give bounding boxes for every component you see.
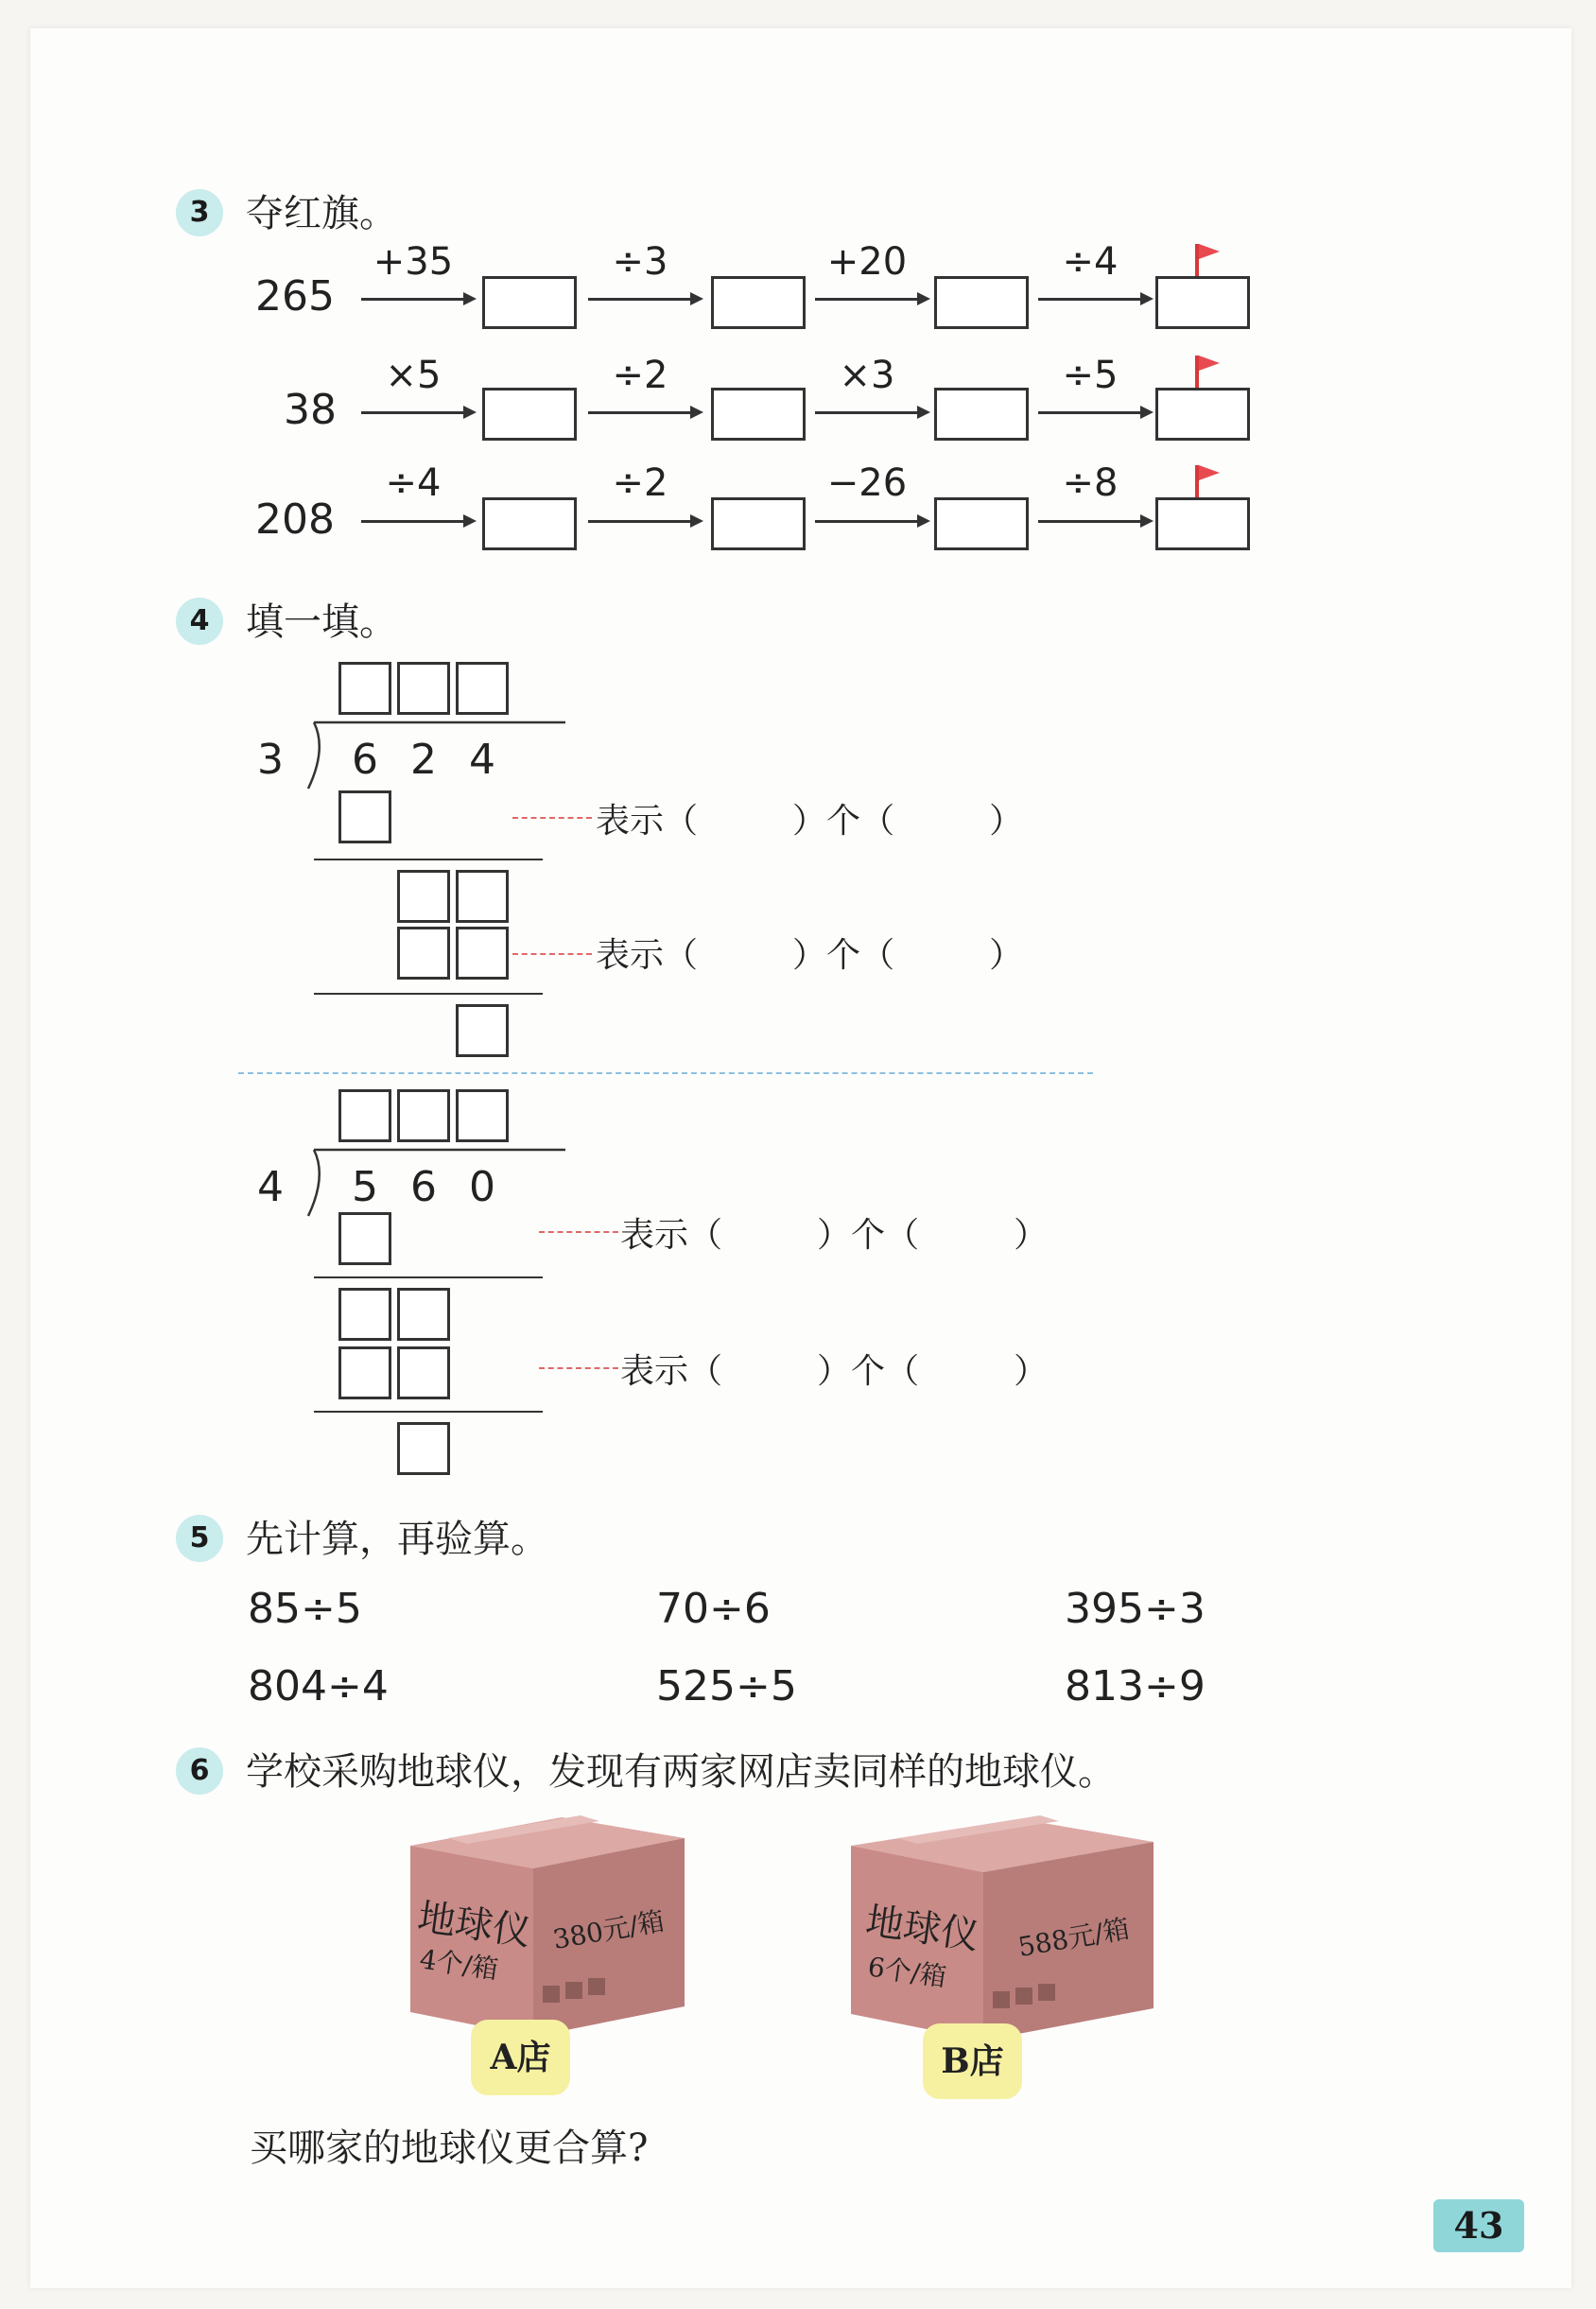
calculation-item: 85÷5 bbox=[248, 1585, 362, 1633]
dividend-digit: 4 bbox=[469, 736, 495, 784]
question-4-badge: 4 bbox=[176, 598, 223, 645]
place-value-note: 表示（ ）个（ ） bbox=[596, 936, 1024, 975]
page-number: 43 bbox=[1433, 2199, 1524, 2252]
question-5-title: 先计算，再验算。 bbox=[246, 1518, 548, 1561]
step-box[interactable] bbox=[397, 1346, 450, 1399]
step-box[interactable] bbox=[456, 870, 509, 923]
answer-box[interactable] bbox=[711, 497, 806, 550]
step-box[interactable] bbox=[397, 870, 450, 923]
question-3-badge: 3 bbox=[176, 189, 223, 236]
arrow-icon bbox=[1038, 411, 1148, 414]
red-flag-icon bbox=[1195, 465, 1199, 497]
chain-operation: ×5 bbox=[385, 354, 442, 397]
question-6-prompt: 买哪家的地球仪更合算? bbox=[250, 2127, 649, 2170]
textbook-page bbox=[30, 28, 1571, 2288]
chain-operation: ÷4 bbox=[385, 461, 442, 505]
chain-operation: −26 bbox=[826, 461, 908, 505]
dividend-digit: 5 bbox=[352, 1163, 378, 1211]
step-box[interactable] bbox=[456, 927, 509, 980]
crate-b-label: 地球仪 bbox=[862, 1899, 982, 1959]
answer-box[interactable] bbox=[711, 276, 806, 329]
remainder-box[interactable] bbox=[397, 1422, 450, 1475]
arrow-icon bbox=[1038, 520, 1148, 523]
answer-box[interactable] bbox=[711, 388, 806, 441]
calculation-item: 813÷9 bbox=[1065, 1662, 1206, 1710]
chain-start-number: 208 bbox=[255, 495, 335, 544]
answer-box[interactable] bbox=[482, 388, 577, 441]
dashed-pointer bbox=[539, 1231, 618, 1233]
dashed-pointer bbox=[512, 817, 592, 819]
step-box[interactable] bbox=[397, 1288, 450, 1341]
divisor: 4 bbox=[257, 1163, 284, 1211]
answer-box[interactable] bbox=[1155, 388, 1250, 441]
quotient-box[interactable] bbox=[456, 1089, 509, 1142]
place-value-note: 表示（ ）个（ ） bbox=[620, 1352, 1049, 1391]
subtraction-line bbox=[314, 1411, 543, 1413]
arrow-icon bbox=[815, 411, 925, 414]
chain-operation: ÷4 bbox=[1062, 240, 1119, 284]
dividend-digit: 0 bbox=[469, 1163, 495, 1211]
question-4-title: 填一填。 bbox=[246, 600, 397, 644]
calculation-item: 804÷4 bbox=[248, 1662, 389, 1710]
question-3-title: 夺红旗。 bbox=[246, 192, 397, 235]
answer-box[interactable] bbox=[934, 497, 1029, 550]
answer-box[interactable] bbox=[482, 497, 577, 550]
quotient-box[interactable] bbox=[397, 662, 450, 715]
quotient-box[interactable] bbox=[397, 1089, 450, 1142]
question-6-title: 学校采购地球仪，发现有两家网店卖同样的地球仪。 bbox=[246, 1750, 1116, 1794]
arrow-icon bbox=[1038, 298, 1148, 301]
subtraction-line bbox=[314, 859, 543, 860]
arrow-icon bbox=[815, 520, 925, 523]
arrow-icon bbox=[815, 298, 925, 301]
place-value-note: 表示（ ）个（ ） bbox=[620, 1216, 1049, 1255]
section-divider bbox=[238, 1072, 1093, 1074]
crate-a-label: 地球仪 bbox=[414, 1895, 534, 1955]
chain-start-number: 38 bbox=[284, 386, 337, 434]
subtraction-line bbox=[314, 1276, 543, 1278]
arrow-icon bbox=[588, 520, 698, 523]
question-5-badge: 5 bbox=[176, 1515, 223, 1562]
arrow-icon bbox=[361, 411, 471, 414]
quotient-box[interactable] bbox=[456, 662, 509, 715]
arrow-icon bbox=[588, 298, 698, 301]
chain-operation: ÷8 bbox=[1062, 461, 1119, 505]
remainder-box[interactable] bbox=[456, 1004, 509, 1057]
crate-b-price: 588元/箱 bbox=[1015, 1912, 1133, 1964]
chain-operation: ÷3 bbox=[612, 240, 668, 284]
step-box[interactable] bbox=[338, 1288, 391, 1341]
arrow-icon bbox=[361, 520, 471, 523]
dashed-pointer bbox=[539, 1367, 618, 1369]
dividend-digit: 6 bbox=[352, 736, 378, 784]
arrow-icon bbox=[361, 298, 471, 301]
crate-a-price: 380元/箱 bbox=[550, 1904, 668, 1956]
answer-box[interactable] bbox=[1155, 276, 1250, 329]
chain-operation: ÷2 bbox=[612, 461, 668, 505]
chain-operation: +20 bbox=[826, 240, 908, 284]
dividend-digit: 6 bbox=[410, 1163, 437, 1211]
chain-operation: ÷5 bbox=[1062, 354, 1119, 397]
chain-operation: ×3 bbox=[839, 354, 895, 397]
shop-b-tag: B店 bbox=[923, 2023, 1022, 2099]
chain-operation: ÷2 bbox=[612, 354, 668, 397]
quotient-box[interactable] bbox=[338, 662, 391, 715]
globe-crate-b bbox=[832, 1793, 1163, 2048]
chain-start-number: 265 bbox=[255, 272, 335, 321]
answer-box[interactable] bbox=[934, 388, 1029, 441]
shop-a-tag: A店 bbox=[471, 2020, 570, 2095]
step-box[interactable] bbox=[338, 1346, 391, 1399]
globe-crate-a bbox=[391, 1789, 694, 2044]
answer-box[interactable] bbox=[482, 276, 577, 329]
question-6-badge: 6 bbox=[176, 1747, 223, 1795]
calculation-item: 70÷6 bbox=[656, 1585, 771, 1633]
step-box[interactable] bbox=[397, 927, 450, 980]
chain-operation: +35 bbox=[373, 240, 454, 284]
quotient-box[interactable] bbox=[338, 1089, 391, 1142]
dashed-pointer bbox=[512, 953, 592, 955]
red-flag-icon bbox=[1195, 244, 1199, 276]
subtraction-line bbox=[314, 993, 543, 995]
crate-a-count: 4个/箱 bbox=[417, 1943, 500, 1986]
calculation-item: 395÷3 bbox=[1065, 1585, 1206, 1633]
answer-box[interactable] bbox=[934, 276, 1029, 329]
place-value-note: 表示（ ）个（ ） bbox=[596, 802, 1024, 841]
arrow-icon bbox=[588, 411, 698, 414]
divisor: 3 bbox=[257, 736, 284, 784]
red-flag-icon bbox=[1195, 356, 1199, 388]
step-box[interactable] bbox=[338, 1212, 391, 1265]
calculation-item: 525÷5 bbox=[656, 1662, 797, 1710]
dividend-digit: 2 bbox=[410, 736, 437, 784]
step-box[interactable] bbox=[338, 790, 391, 843]
answer-box[interactable] bbox=[1155, 497, 1250, 550]
crate-b-count: 6个/箱 bbox=[865, 1951, 948, 1993]
